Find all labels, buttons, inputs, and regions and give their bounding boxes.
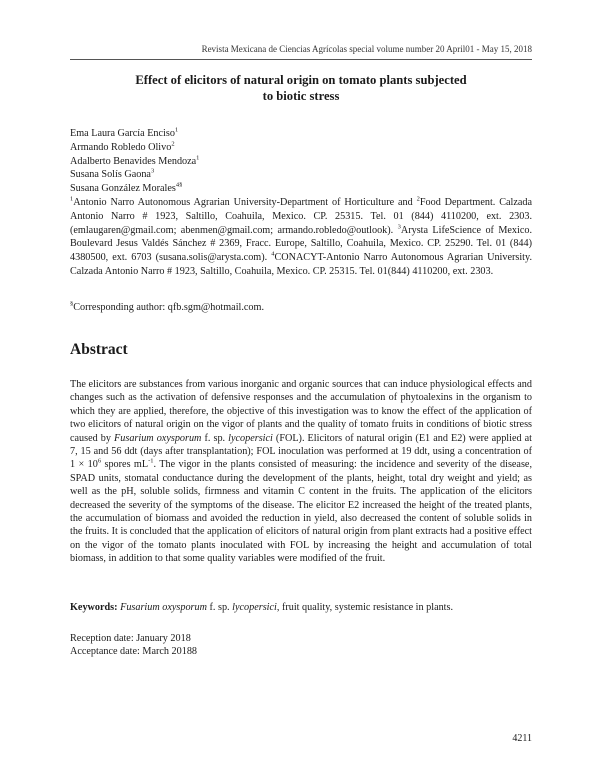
affiliations: $^1$Antonio Narro Autonomous Agrarian University-Department of Horticulture and $^2$Food Department. Calzada Antonio Narro # 1923, Saltillo, Coahuila, Mexico. CP. 25315. Tel. 01 (844) 4110200, ext. 2303. (emlaugaren@gmail.com; abenmen@gmail.com; armando.robledo@outlook). $^3$Arysta LifeScience of Mexico. Boulevard Jesus Valdés Sánchez # 2369, Fracc. Europe, Saltillo, Coahuila, Mexico. CP. 25290. Tel. 01 (844) 4380500, ext. 6703 (susana.solis@arysta.com). $^4$CONACYT-Antonio Narro Autonomous Agrarian University. Calzada Antonio Narro # 1923, Saltillo, Coahuila, Mexico. CP. 25315. Tel. 01(844) 4110200, ext. 2303. [70,195,532,277]
abstract-heading: Abstract [70,341,128,358]
abstract-body: The elicitors are substances from various inorganic and organic sources that can induce physiological effects and changes such as the activation of defensive responses and the accumulation of phytoalexins in the organism to which they are applied, therefore, the objective of this investigation was to know the effect of the application of two elicitors of natural origin on the vigor of plants and the quality of tomato fruits in conditions of biotic stress caused by Fusarium oxysporum f. sp. lycopersici (FOL). Elicitors of natural origin (E1 and E2) were applied at 7, 15 and 56 ddt (days after transplantation); FOL inoculation was performed at 19 ddt, using a concentration of $1 \times 10^6$ spores $mL^{-1}$. The vigor in the plants consisted of measuring: the incidence and severity of the disease, SPAD units, stomatal conductance during the development of the plants, height, total dry weight and yield; as well as the pH, soluble solids, firmness and vitamin C content in the fruits. The application of the elicitors decreased the severity of the symptoms of the disease. The elicitor E2 increased the height of the treated plants, the accumulation of biomass and avoided the reduction in yield, also decreased the content of soluble solids in the fruits. It is concluded that the application of elicitors of natural origin from plant extracts had a positive effect on the vigor of the tomato plants inoculated with FOL by increasing the height and accumulation of total biomass, in addition to that some quality variables were modified of the fruit. [70,379,532,565]
author: Armando Robledo Olivo$^2$ [70,140,175,153]
reception-date: Reception date: January 2018 [70,633,191,644]
title-line-2: to biotic stress [262,89,340,103]
author-list [70,127,199,196]
author: Ema Laura García Enciso$^1$ [70,126,179,139]
keywords: Keywords: Fusarium oxysporum f. sp. lycopersici, fruit quality, systemic resistance in plants. [70,602,454,613]
page-number: 4211 [512,733,532,744]
corresponding-author: §Corresponding author: qfb.sgm@hotmail.com. [70,300,265,313]
running-head: Revista Mexicana de Ciencias Agrícolas special volume number 20 April01 - May 15, 2018 [201,44,532,54]
paper-title [70,72,532,104]
header-rule [70,59,532,60]
title-line-1: Effect of elicitors of natural origin on tomato plants subjected [135,73,467,87]
submission-dates [70,632,197,659]
acceptance-date: Acceptance date: March 20188 [70,646,198,658]
author: Adalberto Benavides Mendoza$^1$ [70,154,200,167]
author: Susana Solís Gaona$^3$ [70,168,155,181]
author: Susana González Morales$^{4\S}$ [70,181,183,195]
